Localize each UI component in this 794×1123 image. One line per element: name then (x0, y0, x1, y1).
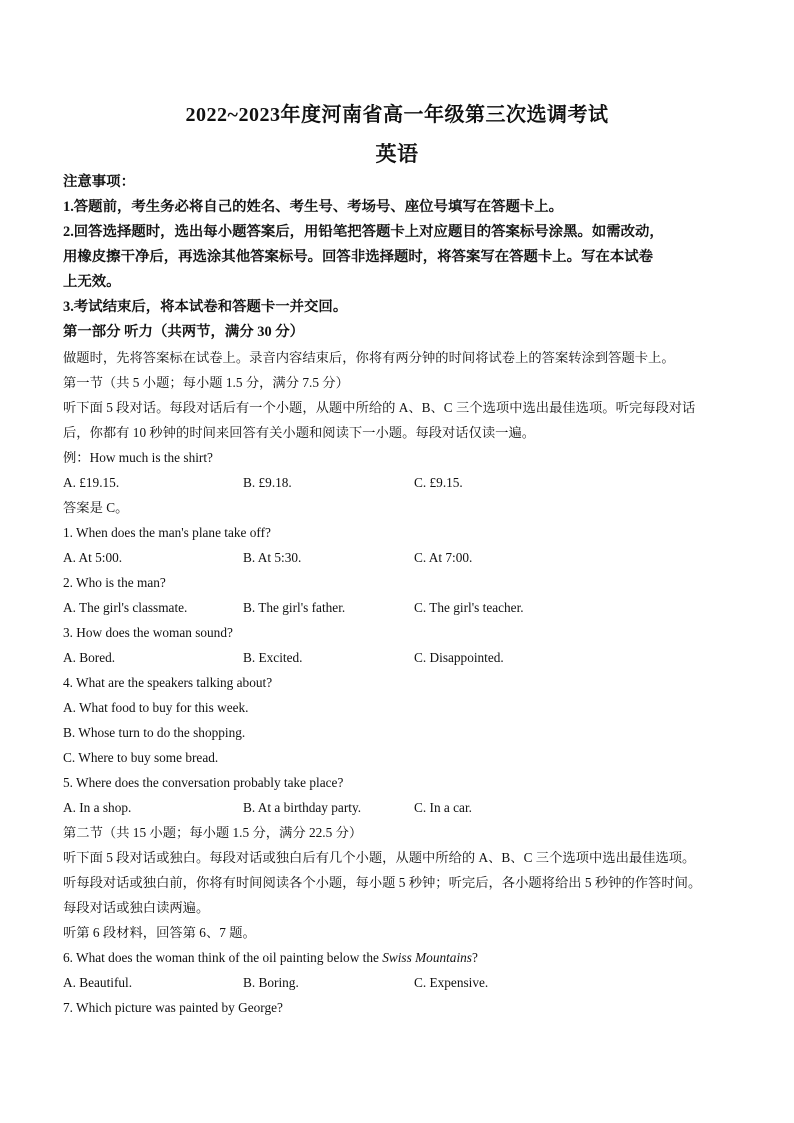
question-5: 5. Where does the conversation probably take place? (63, 775, 344, 790)
q5-option-c: C. In a car. (414, 800, 472, 815)
example-answer: 答案是 C。 (63, 500, 129, 515)
q6-text-post: ? (471, 950, 478, 965)
q2-option-c: C. The girl's teacher. (414, 600, 524, 615)
q6-option-a: A. Beautiful. (63, 975, 133, 990)
q4-option-c: C. Where to buy some bread. (63, 750, 219, 765)
notice-heading: 注意事项： (63, 174, 135, 190)
q5-option-b: B. At a birthday party. (243, 800, 362, 815)
q6-option-c: C. Expensive. (414, 975, 489, 990)
question-3: 3. How does the woman sound? (63, 625, 233, 640)
q1-option-a: A. At 5:00. (63, 550, 123, 565)
part1-heading: 第一部分 听力（共两节，满分 30 分） (63, 324, 305, 340)
example-question: 例：How much is the shirt? (63, 450, 213, 465)
section1-instruction-line-2: 后，你都有 10 秒钟的时间来回答有关小题和阅读下一小题。每段对话仅读一遍。 (63, 425, 536, 440)
q5-option-a: A. In a shop. (63, 800, 132, 815)
q2-option-b: B. The girl's father. (243, 600, 346, 615)
part1-instruction: 做题时，先将答案标在试卷上。录音内容结束后，你将有两分钟的时间将试卷上的答案转涂到答题卡上。 (63, 350, 675, 365)
q3-option-a: A. Bored. (63, 650, 116, 665)
question-2: 2. Who is the man? (63, 575, 166, 590)
q6-option-b: B. Boring. (243, 975, 299, 990)
q2-option-a: A. The girl's classmate. (63, 600, 188, 615)
notice-item-1: 1.答题前，考生务必将自己的姓名、考生号、考场号、座位号填写在答题卡上。 (63, 199, 564, 215)
material-6-intro: 听第 6 段材料，回答第 6、7 题。 (63, 925, 256, 940)
question-6 (63, 949, 478, 967)
q1-option-c: C. At 7:00. (414, 550, 473, 565)
question-4: 4. What are the speakers talking about? (63, 675, 273, 690)
question-1: 1. When does the man's plane take off? (63, 525, 271, 540)
section1-instruction-line-1: 听下面 5 段对话。每段对话后有一个小题，从题中所给的 A、B、C 三个选项中选出最佳选项。听完每段对话 (63, 400, 696, 415)
section2-instruction-line-2: 听每段对话或独白前，你将有时间阅读各个小题，每小题 5 秒钟；听完后，各小题将给出 5 秒钟的作答时间。 (63, 875, 702, 890)
q3-option-c: C. Disappointed. (414, 650, 504, 665)
section1-heading: 第一节（共 5 小题；每小题 1.5 分，满分 7.5 分） (63, 375, 349, 390)
q6-painting-title: Swiss Mountains (382, 950, 472, 965)
exam-title: 2022~2023年度河南省高一年级第三次选调考试 (185, 104, 609, 126)
example-option-b: B. £9.18. (243, 475, 292, 490)
example-option-c: C. £9.15. (414, 475, 463, 490)
section2-heading: 第二节（共 15 小题；每小题 1.5 分，满分 22.5 分） (63, 825, 363, 840)
q4-option-a: A. What food to buy for this week. (63, 700, 249, 715)
q3-option-b: B. Excited. (243, 650, 303, 665)
question-7: 7. Which picture was painted by George? (63, 1000, 283, 1015)
notice-item-2-line-3: 上无效。 (63, 274, 121, 290)
q4-option-b: B. Whose turn to do the shopping. (63, 725, 246, 740)
notice-item-3: 3.考试结束后，将本试卷和答题卡一并交回。 (63, 299, 348, 315)
q1-option-b: B. At 5:30. (243, 550, 302, 565)
section2-instruction-line-3: 每段对话或独白读两遍。 (63, 900, 210, 915)
subject-title: 英语 (375, 142, 419, 166)
notice-item-2-line-1: 2.回答选择题时，选出每小题答案后，用铅笔把答题卡上对应题目的答案标号涂黑。如需改动， (63, 224, 664, 240)
q6-text-pre: 6. What does the woman think of the oil painting below the (63, 950, 383, 965)
notice-item-2-line-2: 用橡皮擦干净后，再选涂其他答案标号。回答非选择题时，将答案写在答题卡上。写在本试卷 (63, 249, 654, 265)
section2-instruction-line-1: 听下面 5 段对话或独白。每段对话或独白后有几个小题，从题中所给的 A、B、C 三个选项中选出最佳选项。 (63, 850, 696, 865)
example-option-a: A. £19.15. (63, 475, 120, 490)
